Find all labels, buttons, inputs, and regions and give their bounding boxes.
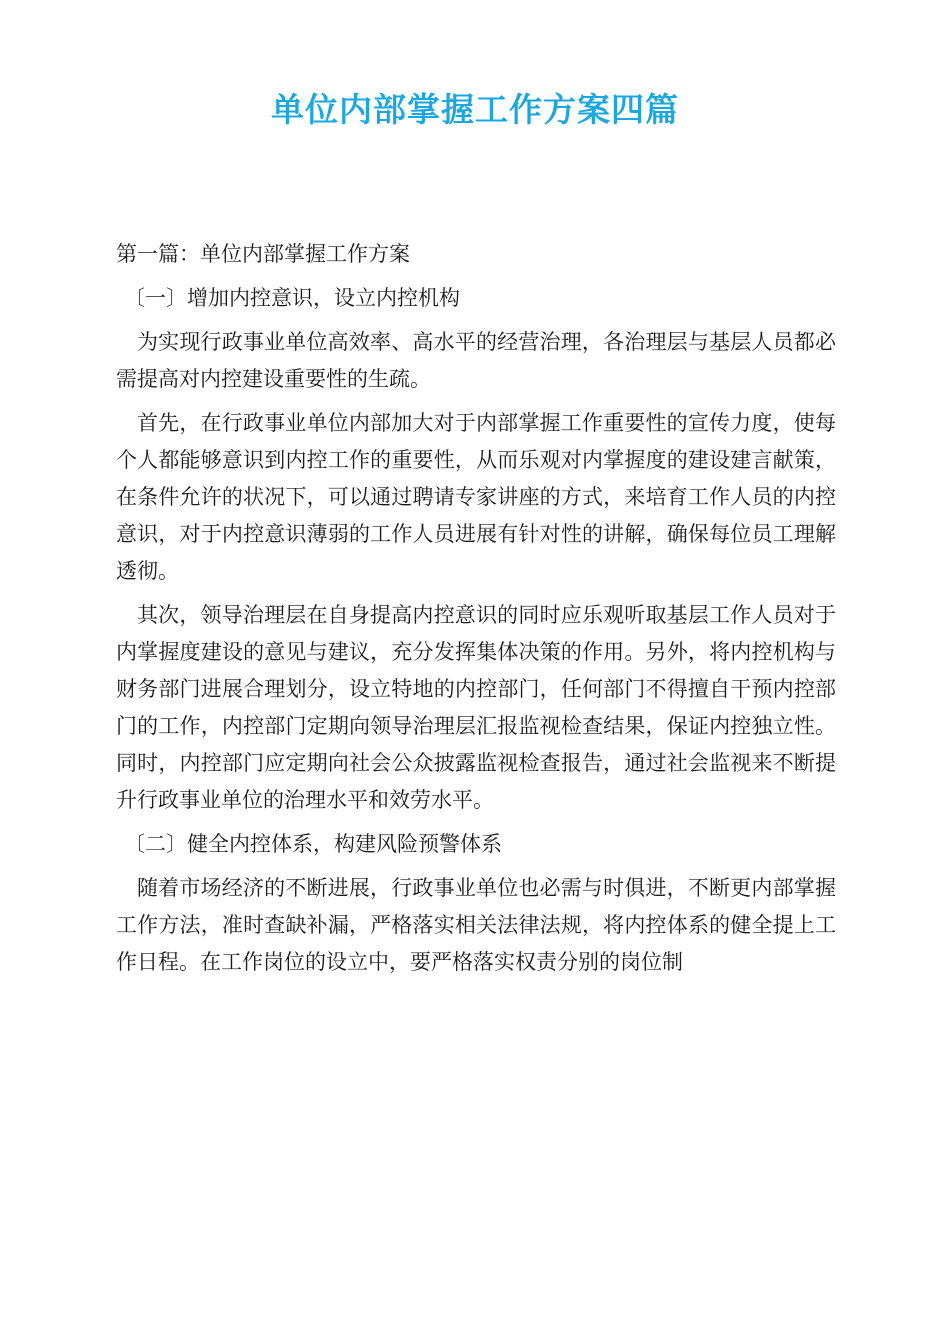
paragraph: 首先，在行政事业单位内部加大对于内部掌握工作重要性的宣传力度，使每个人都能够意识到内控工作的重要性，从而乐观对内掌握度的建设建言献策，在条件允许的状况下，可以通过聘请专家讲座的方式，来培育工作人员的内控意识，对于内控意识薄弱的工作人员进展有针对性的讲解，确保每位员工理解透彻。 bbox=[116, 411, 836, 583]
paragraph: 为实现行政事业单位高效率、高水平的经营治理，各治理层与基层人员都必需提高对内控建设重要性的生疏。 bbox=[116, 330, 836, 391]
document-body bbox=[116, 236, 836, 988]
section-heading: 第一篇：单位内部掌握工作方案 bbox=[116, 242, 410, 266]
document-title: 单位内部掌握工作方案四篇 bbox=[271, 90, 679, 129]
paragraph: 其次，领导治理层在自身提高内控意识的同时应乐观听取基层工作人员对于内掌握度建设的意见与建议，充分发挥集体决策的作用。另外，将内控机构与财务部门进展合理划分，设立特地的内控部门，任何部门不得擅自干预内控部门的工作，内控部门定期向领导治理层汇报监视检查结果，保证内控独立性。同时，内控部门应定期向社会公众披露监视检查报告，通过社会监视来不断提升行政事业单位的治理水平和效劳水平。 bbox=[116, 603, 836, 812]
subheading-1: 〔一〕增加内控意识，设立内控机构 bbox=[124, 286, 460, 310]
paragraph: 随着市场经济的不断进展，行政事业单位也必需与时俱进，不断更内部掌握工作方法，准时查缺补漏，严格落实相关法律法规，将内控体系的健全提上工作日程。在工作岗位的设立中，要严格落实权责分别的岗位制 bbox=[116, 876, 836, 974]
subheading-2: 〔二〕健全内控体系，构建风险预警体系 bbox=[124, 832, 502, 856]
